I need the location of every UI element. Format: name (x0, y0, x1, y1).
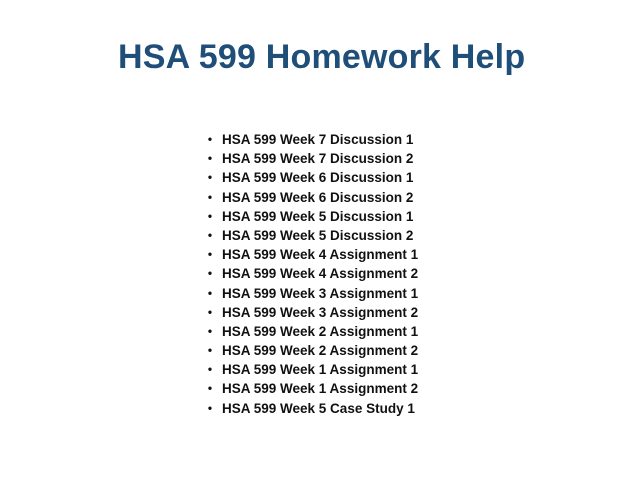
bullet-icon: • (207, 208, 213, 223)
list-item (198, 245, 418, 264)
bullet-icon: • (207, 362, 213, 377)
list-item (198, 284, 418, 303)
list-item-label: HSA 599 Week 4 Assignment 2 (222, 266, 419, 282)
list-item (198, 360, 418, 379)
list-item-label: HSA 599 Week 7 Discussion 2 (222, 151, 414, 167)
list-item-label: HSA 599 Week 3 Assignment 2 (222, 304, 419, 320)
list-item (198, 399, 418, 418)
list-item-label: HSA 599 Week 1 Assignment 1 (222, 362, 419, 378)
list-item-label: HSA 599 Week 5 Discussion 1 (222, 208, 414, 224)
list-item-label: HSA 599 Week 5 Case Study 1 (222, 400, 415, 416)
list-item-label: HSA 599 Week 2 Assignment 2 (222, 343, 419, 359)
bullet-icon: • (207, 285, 213, 300)
bullet-icon: • (207, 227, 213, 242)
list-item-label: HSA 599 Week 4 Assignment 1 (222, 247, 419, 263)
list-item-label: HSA 599 Week 7 Discussion 1 (222, 132, 414, 147)
list-item-label: HSA 599 Week 2 Assignment 1 (222, 323, 419, 339)
list-item (198, 226, 418, 245)
bullet-icon: • (207, 323, 213, 338)
list-item (198, 341, 418, 360)
list-item (198, 188, 418, 207)
list-item-label: HSA 599 Week 3 Assignment 1 (222, 285, 419, 301)
list-item (198, 130, 418, 149)
list-item (198, 149, 418, 168)
bullet-icon: • (207, 170, 213, 185)
bullet-icon: • (207, 304, 213, 319)
list-item-label: HSA 599 Week 6 Discussion 1 (222, 170, 414, 186)
slide-title: HSA 599 Homework Help (118, 38, 526, 76)
list-item (198, 207, 418, 226)
list-item-label: HSA 599 Week 1 Assignment 2 (222, 381, 419, 397)
bullet-icon: • (207, 132, 213, 146)
list-item (198, 168, 418, 187)
list-item-label: HSA 599 Week 5 Discussion 2 (222, 227, 414, 243)
bullet-icon: • (207, 381, 213, 396)
list-item (198, 379, 418, 398)
item-list (198, 130, 418, 418)
bullet-icon: • (207, 400, 213, 415)
bullet-icon: • (207, 343, 213, 358)
bullet-icon: • (207, 266, 213, 281)
bullet-icon: • (207, 151, 213, 166)
list-item (198, 322, 418, 341)
list-item (198, 264, 418, 283)
list-item-label: HSA 599 Week 6 Discussion 2 (222, 189, 414, 205)
list-item (198, 303, 418, 322)
bullet-icon: • (207, 189, 213, 204)
bullet-icon: • (207, 247, 213, 262)
